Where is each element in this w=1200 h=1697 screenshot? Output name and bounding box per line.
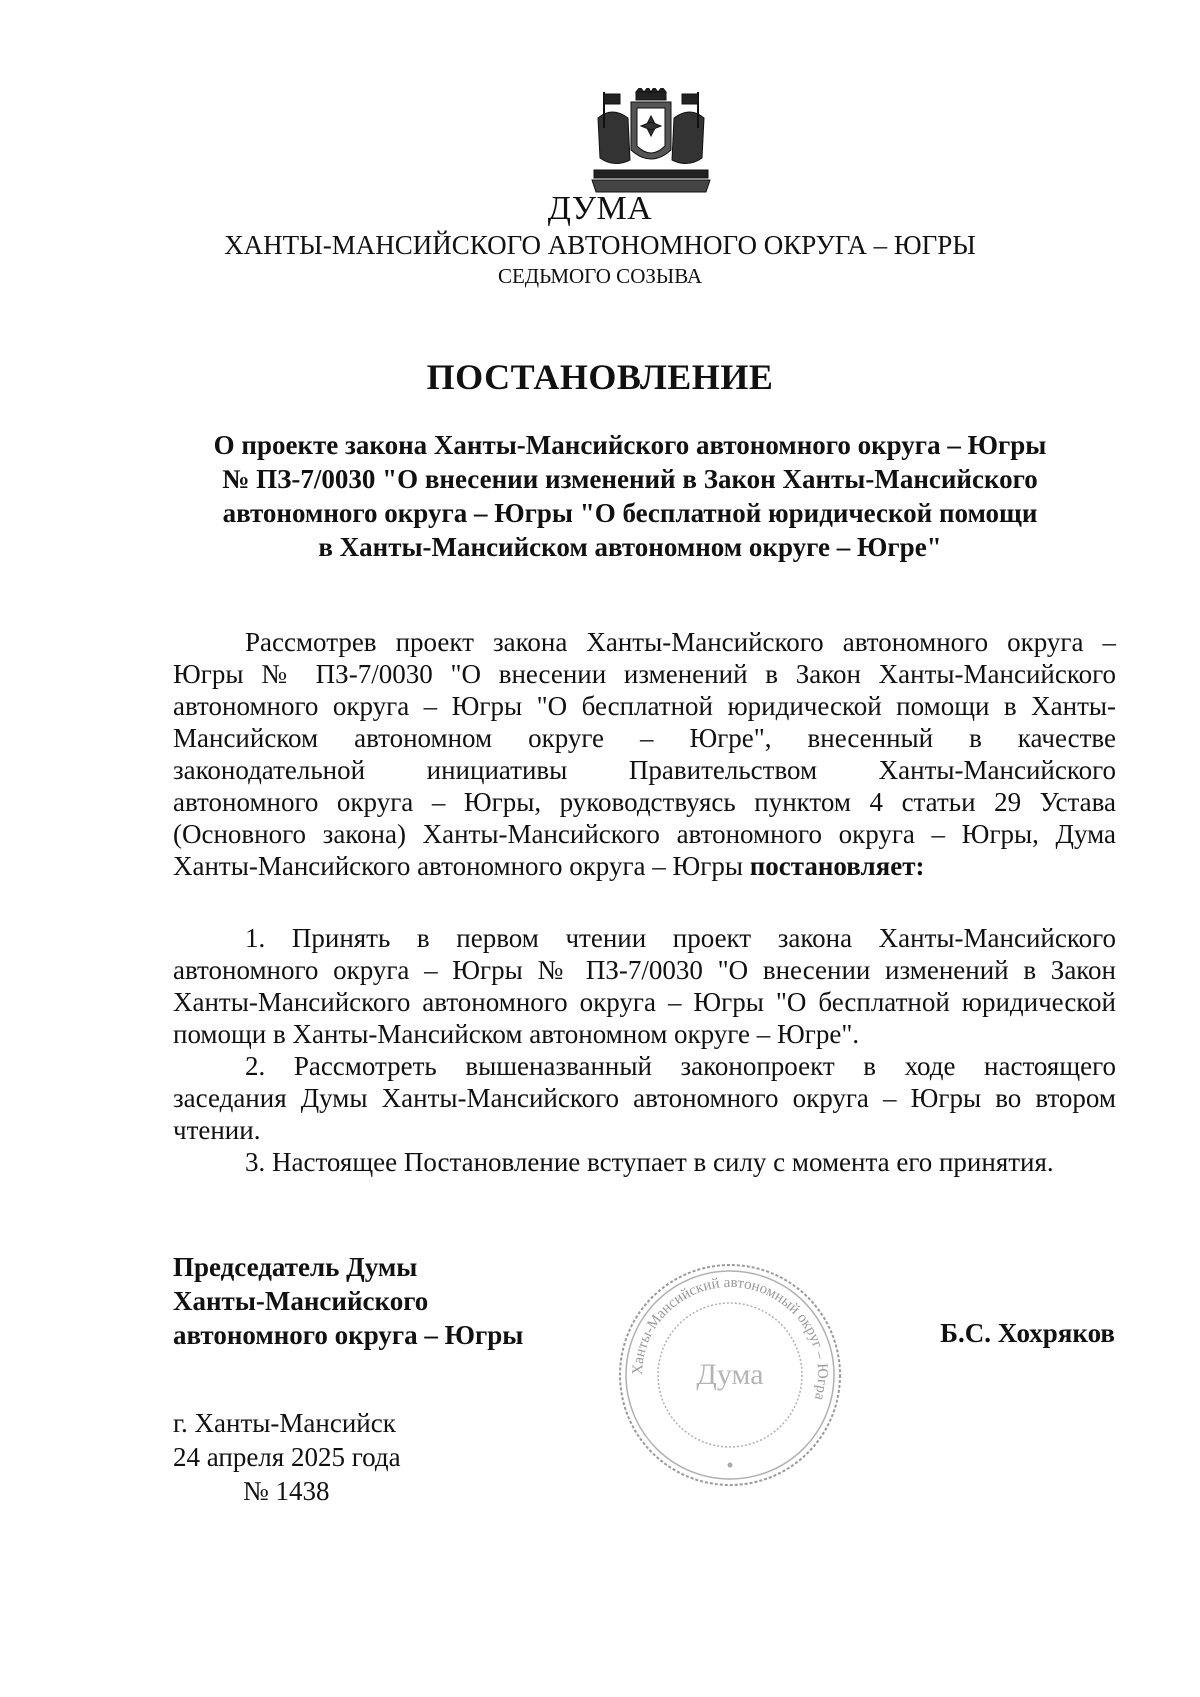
preamble-line: [173, 850, 1116, 882]
document-subject: [180, 428, 1080, 564]
document-number: № 1438: [243, 1476, 330, 1506]
seal-center-text: Дума: [696, 1358, 764, 1391]
signer-line: Ханты-Мансийского: [173, 1286, 429, 1316]
subject-line: в Ханты-Мансийском автономном округе – Югре": [318, 532, 942, 562]
preamble-line: законодательной инициативы Правительством Ханты-Мансийского: [173, 755, 1116, 785]
preamble-line: автономного округа – Югры, руководствуясь пунктом 4 статьи 29 Устава: [173, 787, 1116, 817]
coat-of-arms-icon: [590, 88, 712, 196]
preamble-line: (Основного закона) Ханты-Мансийского автономного округа – Югры, Дума: [173, 819, 1116, 849]
subject-line: О проекте закона Ханты-Мансийского автономного округа – Югры: [213, 430, 1047, 460]
document-place: г. Ханты-Мансийск: [173, 1408, 396, 1438]
preamble-line: автономного округа – Югры "О бесплатной юридической помощи в Ханты-: [173, 691, 1116, 721]
item-1-line: Ханты-Мансийского автономного округа – Югры "О бесплатной юридической: [173, 987, 1116, 1017]
item-3-line: 3. Настоящее Постановление вступает в силу с момента его принятия.: [245, 1147, 1054, 1177]
item-1-line: помощи в Ханты-Мансийском автономном округе – Югре".: [173, 1019, 860, 1049]
item-2-line: заседания Думы Ханты-Мансийского автономного округа – Югры во втором: [173, 1083, 1116, 1113]
signer-name: Б.С. Хохряков: [940, 1318, 1115, 1348]
signer-line: Председатель Думы: [173, 1252, 418, 1282]
preamble-paragraph: [173, 626, 1116, 882]
seal-ring-text: Ханты-Мансийский автономный округ – Югра: [629, 1274, 831, 1402]
item-1-line: автономного округа – Югры № ПЗ-7/0030 "О внесении изменений в Закон: [173, 955, 1116, 985]
item-1-line: 1. Принять в первом чтении проект закона Ханты-Мансийского: [245, 923, 1116, 953]
signer-title: [173, 1250, 523, 1352]
decision-items: [173, 922, 1116, 1178]
preamble-line: Югры № ПЗ-7/0030 "О внесении изменений в Закон Ханты-Мансийского: [173, 659, 1116, 689]
region-title: ХАНТЫ-МАНСИЙСКОГО АВТОНОМНОГО ОКРУГА – ЮГРЫ: [224, 230, 976, 260]
item-2-line: чтении.: [173, 1115, 261, 1145]
convocation-title: СЕДЬМОГО СОЗЫВА: [497, 264, 703, 288]
place-date-number: [173, 1406, 401, 1508]
subject-line: автономного округа – Югры "О бесплатной юридической помощи: [222, 498, 1038, 528]
document-type: ПОСТАНОВЛЕНИЕ: [426, 357, 774, 397]
resolves-keyword: постановляет:: [749, 851, 925, 881]
preamble-last-text: Ханты-Мансийского автономного округа – Югры: [173, 851, 750, 881]
subject-line: № ПЗ-7/0030 "О внесении изменений в Закон Ханты-Мансийского: [222, 464, 1038, 494]
preamble-line: Рассмотрев проект закона Ханты-Мансийского автономного округа –: [245, 627, 1116, 657]
seal-stamp-icon: [615, 1260, 845, 1490]
preamble-line: Мансийском автономном округе – Югре", внесенный в качестве: [173, 723, 1116, 753]
signer-line: автономного округа – Югры: [173, 1320, 524, 1350]
parliament-title: ДУМА: [547, 190, 653, 227]
item-2-line: 2. Рассмотреть вышеназванный законопроект в ходе настоящего: [245, 1051, 1116, 1081]
document-date: 24 апреля 2025 года: [173, 1442, 401, 1472]
